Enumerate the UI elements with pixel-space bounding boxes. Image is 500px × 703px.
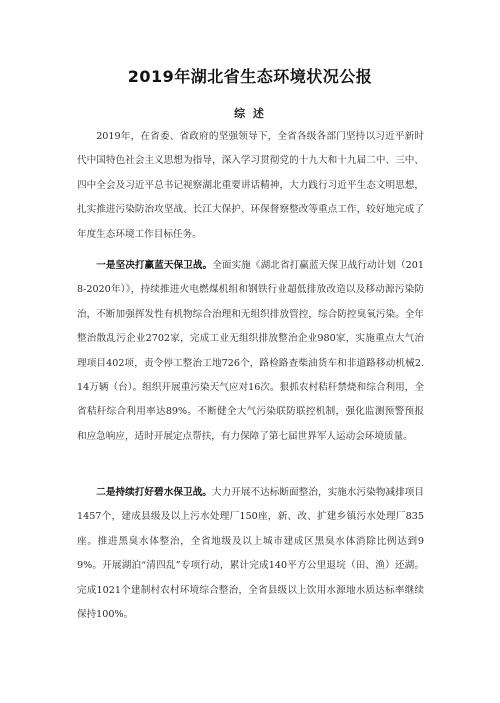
- paragraph-lead: 一是坚决打赢蓝天保卫战。: [96, 260, 213, 271]
- paragraph-lead: 二是持续打好碧水保卫战。: [96, 487, 212, 498]
- section-heading: 综 述: [234, 107, 266, 120]
- paragraph-text: 全面实施《湖北省打赢蓝天保卫战行动计划（2018-2020年）》，持续推进火电燃煤机组和钢铁行业超低排放改造以及移动源污染防治，不断加强挥发性有机物综合治理和无组织排放管控，综合防控臭氧污染。全年整治散乱污企业2702家，完成工业无组织排放整治企业980家，实施重点大气治理项目402项，责令停工整治工地726个，路检路查柴油货车和非道路移动机械2.14万辆（台）。组织开展重污染天气应对16次。狠抓农村秸秆禁烧和综合利用，全省秸秆综合利用率达89%。不断健全大气污染联防联控机制，强化监测预警预报和应急响应，适时开展定点帮扶，有力保障了第七届世界军人运动会环境质量。: [77, 260, 424, 442]
- paragraph-overview: [77, 125, 424, 247]
- paragraph-text: 2019年，在省委、省政府的坚强领导下，全省各级各部门坚持以习近平新时代中国特色社会主义思想为指导，深入学习贯彻党的十九大和十九届二中、三中、四中全会及习近平总书记视察湖北重要讲话精神，大力践行习近平生态文明思想，扎实推进污染防治攻坚战、长江大保护、环保督察整改等重点工作，较好地完成了年度生态环境工作目标任务。: [77, 131, 424, 240]
- paragraph-text: 大力开展不达标断面整治，实施水污染物减排项目1457个，建成县级及以上污水处理厂150座，新、改、扩建乡镇污水处理厂835座。推进黑臭水体整治，全省地级及以上城市建成区黑臭水体消除比例达到99%。开展湖泊“清四乱”专项行动，累计完成140平方公里退垸（田、渔）还湖。完成1021个建制村农村环境综合整治，全省县级以上饮用水源地水质达标率继续保持100%。: [77, 487, 425, 621]
- document-title: 2019年湖北省生态环境状况公报: [127, 67, 373, 86]
- paragraph-clear-water: [77, 481, 424, 627]
- paragraph-blue-sky: [77, 254, 424, 449]
